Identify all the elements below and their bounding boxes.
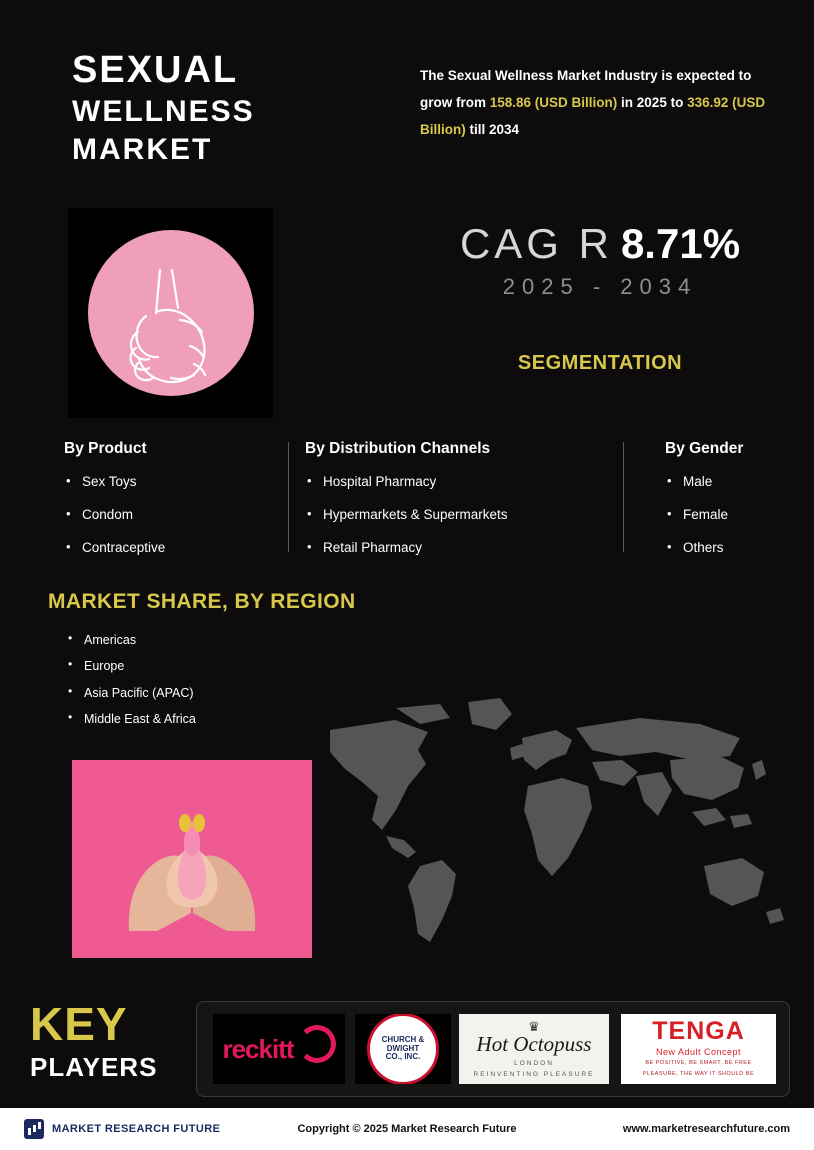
cagr-label: CAG R <box>459 220 613 267</box>
reckitt-wordmark: reckitt <box>222 1033 294 1064</box>
segment-title: By Distribution Channels <box>305 440 491 457</box>
list-item: • Female <box>665 506 814 524</box>
cagr-block <box>420 220 780 300</box>
list-item: • Retail Pharmacy <box>305 539 575 557</box>
list-item: • Condom <box>64 506 294 524</box>
footer-brand <box>24 1119 274 1139</box>
world-map-graphic <box>300 690 800 970</box>
logo-church-and-dwight <box>355 1014 451 1084</box>
intro-value-start: 158.86 (USD Billion) <box>489 95 618 110</box>
key-players-logo-strip <box>196 1001 790 1097</box>
logo-reckitt <box>213 1014 345 1084</box>
church-dwight-line-1: CHURCH & DWIGHT <box>381 1034 425 1053</box>
tenga-tagline-1: BE POSITIVE, BE SMART, BE FREE <box>645 1060 752 1067</box>
segment-list <box>305 473 575 558</box>
footer-bar <box>0 1108 814 1150</box>
segment-list <box>665 473 814 558</box>
hot-octopuss-tagline: REINVENTING PLEASURE <box>473 1071 595 1079</box>
hot-octopuss-city: LONDON <box>514 1060 554 1068</box>
list-item: • Male <box>665 473 814 491</box>
intro-value-end: 336.92 (USD Billion) <box>420 95 766 137</box>
list-item: • Others <box>665 539 814 557</box>
segmentation-columns <box>60 440 760 570</box>
key-players-line-1: KEY <box>30 998 128 1050</box>
crown-icon: ♛ <box>528 1018 540 1034</box>
region-heading: MARKET SHARE, BY REGION <box>48 590 356 613</box>
intro-part-3: till 2034 <box>465 122 520 137</box>
segmentation-heading: SEGMENTATION <box>517 352 683 374</box>
footer-brand-text: MARKET RESEARCH FUTURE <box>52 1123 221 1135</box>
footer-website[interactable]: www.marketresearchfuture.com <box>622 1123 790 1135</box>
hands-holding-product-illustration <box>117 793 267 933</box>
segment-by-product <box>64 440 294 573</box>
logo-hot-octopuss <box>459 1014 609 1084</box>
list-item: • Contraceptive <box>64 539 294 557</box>
segment-title: By Gender <box>665 440 744 457</box>
logo-tenga <box>621 1014 776 1084</box>
title-line-2: WELLNESS <box>72 94 255 128</box>
tenga-tagline-2: PLEASURE, THE WAY IT SHOULD BE <box>642 1071 755 1077</box>
church-dwight-badge <box>367 1014 439 1084</box>
intro-paragraph <box>420 62 780 143</box>
segmentation-divider-2 <box>623 442 624 552</box>
segment-title: By Product <box>64 440 147 457</box>
holding-hands-icon <box>68 208 273 418</box>
holding-hands-image <box>68 208 273 418</box>
region-list <box>66 632 196 737</box>
list-item: • Middle East & Africa <box>66 711 196 727</box>
product-photo <box>72 760 312 958</box>
tenga-wordmark: TENGA <box>652 1017 745 1046</box>
church-dwight-line-2: CO., INC. <box>385 1052 421 1062</box>
title-line-1: SEXUAL <box>72 49 239 91</box>
intro-part-2: in 2025 to <box>617 95 688 110</box>
list-item: • Europe <box>66 658 196 674</box>
reckitt-swirl-icon <box>298 1025 336 1063</box>
key-players-line-2: PLAYERS <box>30 1052 158 1083</box>
bar-chart-logo-icon <box>24 1119 44 1139</box>
title-line-3: MARKET <box>72 133 213 167</box>
cagr-value: 8.71% <box>620 220 741 267</box>
segment-by-distribution-channels <box>305 440 575 573</box>
list-item: • Hypermarkets & Supermarkets <box>305 506 575 524</box>
list-item: • Asia Pacific (APAC) <box>66 685 196 701</box>
page-title <box>72 48 372 170</box>
intro-part-1: The Sexual Wellness Market Industry is expected to grow from <box>420 68 752 110</box>
key-players-label <box>30 1000 180 1083</box>
tenga-subtitle: New Adult Concept <box>655 1047 742 1058</box>
cagr-years: 2025 - 2034 <box>502 274 698 299</box>
hot-octopuss-wordmark: Hot Octopuss <box>476 1031 592 1056</box>
list-item: • Hospital Pharmacy <box>305 473 575 491</box>
segment-by-gender <box>665 440 814 573</box>
segment-list <box>64 473 294 558</box>
list-item: • Americas <box>66 632 196 648</box>
list-item: • Sex Toys <box>64 473 294 491</box>
footer-copyright: Copyright © 2025 Market Research Future <box>297 1123 517 1135</box>
